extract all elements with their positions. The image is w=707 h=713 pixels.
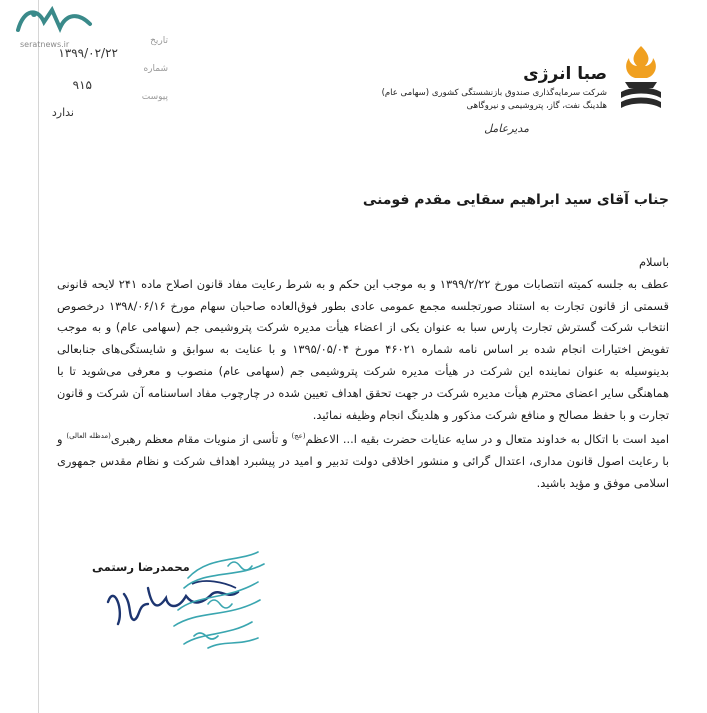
- company-tagline: هلدینگ نفت، گاز، پتروشیمی و نیروگاهی: [466, 101, 607, 111]
- company-name: شرکت سرمایه‌گذاری صندوق بازنشستگی کشوری (سهامی عام): [381, 88, 607, 98]
- paragraph-2: [57, 426, 669, 494]
- number-label: شماره: [143, 64, 168, 74]
- saba-energy-logo-icon: [613, 44, 669, 112]
- attachment-label: پیوست: [141, 92, 168, 102]
- letterhead: [381, 44, 669, 116]
- letter-body: [57, 252, 669, 495]
- sup-2: (مدظله العالی): [66, 432, 111, 441]
- sup-1: (عج): [291, 432, 306, 441]
- meta-block: [48, 30, 168, 120]
- paragraph-2-c: و با رعایت اصول قانون مداری، اعتدال گرائی و منشور اخلاقی دولت تدبیر و امید در پیشبرد اهداف شرکت و نظام مقدس جمهوری اسلامی موفق و مؤید باشید.: [57, 432, 669, 490]
- date-label: تاریخ: [150, 36, 168, 46]
- margin-rule: [38, 0, 39, 713]
- brand-name: صبا انرژی: [523, 64, 607, 84]
- date-value: ۱۳۹۹/۰۲/۲۲: [58, 46, 118, 60]
- paragraph-2-b: و تأسی از منویات مقام معظم رهبری: [110, 432, 288, 447]
- recipient-role: مدیرعامل: [484, 122, 529, 135]
- paragraph-1: عطف به جلسه کمیته انتصابات مورخ ۱۳۹۹/۲/۲۲ و به موجب این حکم و به شرط رعایت مفاد قانون اصلاح ماده ۲۴۱ لایحه قانونی قسمتی از قانون تجارت به استناد صورتجلسه مجمع عمومی عادی بطور فوق‌العاده صاحبان سهام مورخ ۱۳۹۸/۰۶/۱۶ درخصوص انتخاب شرکت گسترش تجارت پارس سبا به عنوان یکی از اعضاء هیأت مدیره شرکت پتروشیمی جم (سهامی عام) و به موجب تفویض اختیارات انجام شده بر اساس نامه شماره ۴۶۰۲۱ مورخ ۱۳۹۵/۰۵/۰۴ و با عنایت به سوابق و شایستگی‌های جنابعالی بدینوسیله به عنوان نماینده این شرکت در هیأت مدیره شرکت پتروشیمی جم (سهامی عام) منصوب و معرفی می‌شوید تا با هماهنگی سایر اعضای محترم هیأت مدیره شرکت در جهت تحقق اهداف تعیین شده در چارچوب مفاد اساسنامه آن شرکت و قانون تجارت و با حفظ مصالح و منافع شرکت مذکور و هلدینگ انجام وظیفه نمائید.: [57, 276, 670, 422]
- attachment-value: ندارد: [51, 106, 74, 119]
- number-value: ۹۱۵: [72, 78, 92, 92]
- signature-stamp: [88, 548, 288, 668]
- addressee: جناب آقای سید ابراهیم سقایی مقدم فومنی: [362, 192, 669, 208]
- signer-name: محمدرضا رستمی: [92, 560, 190, 574]
- greeting: باسلام: [638, 255, 669, 269]
- watermark-site: seratnews.ir: [20, 40, 70, 49]
- paragraph-2-a: امید است با اتکال به خداوند متعال و در سایه عنایات حضرت بقیه ا... الاعظم: [305, 432, 670, 447]
